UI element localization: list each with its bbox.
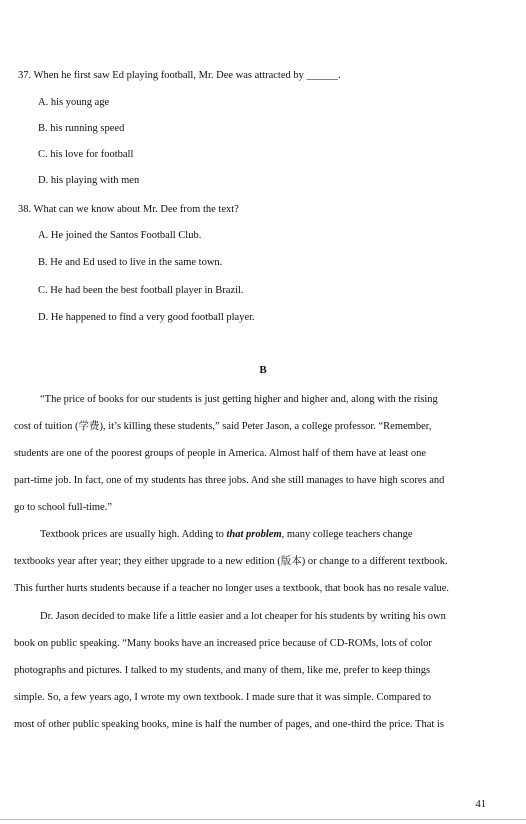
passage-paragraph-1-line-2: cost of tuition (学费), it’s killing these students,” said Peter Jason, a college professor. “Remember, [14, 421, 432, 432]
passage-paragraph-2-line-3: This further hurts students because if a teacher no longer uses a textbook, that book has no resale value. [14, 583, 450, 594]
paragraph-2-suffix: , many college teachers change [281, 529, 413, 540]
passage-paragraph-3-line-2: book on public speaking. “Many books have an increased price because of CD-ROMs, lots of color [14, 638, 432, 649]
question-37-option-c: C. his love for football [38, 149, 134, 160]
passage-paragraph-2-line-2: textbooks year after year; they either upgrade to a new edition (版本) or change to a different textbook. [14, 556, 448, 567]
question-37-option-d: D. his playing with men [38, 175, 140, 186]
paragraph-2-prefix: Textbook prices are usually high. Adding to [40, 529, 227, 540]
bottom-divider [0, 819, 526, 820]
passage-paragraph-3-line-3: photographs and pictures. I talked to my students, and many of them, like me, prefer to keep things [14, 665, 431, 676]
passage-paragraph-3-line-1: Dr. Jason decided to make life a little easier and a lot cheaper for his students by writing his own [40, 611, 446, 622]
question-38-option-c: C. He had been the best football player in Brazil. [38, 285, 244, 296]
passage-paragraph-3-line-4: simple. So, a few years ago, I wrote my own textbook. I made sure that it was simple. Compared to [14, 692, 431, 703]
question-38-stem: 38. What can we know about Mr. Dee from the text? [18, 204, 239, 215]
page-number: 41 [475, 799, 486, 810]
question-37-option-a: A. his young age [38, 97, 110, 108]
emphasized-phrase: that problem [226, 529, 282, 540]
question-38-option-b: B. He and Ed used to live in the same town. [38, 257, 223, 268]
passage-paragraph-1-line-5: go to school full-time.” [14, 502, 112, 513]
section-heading: B [259, 364, 267, 376]
passage-paragraph-1-line-4: part-time job. In fact, one of my students has three jobs. And she still manages to have high scores and [14, 475, 445, 486]
passage-paragraph-1-line-1: “The price of books for our students is just getting higher and higher and, along with the rising [40, 394, 438, 405]
passage-paragraph-1-line-3: students are one of the poorest groups of people in America. Almost half of them have at least one [14, 448, 427, 459]
question-37-stem: 37. When he first saw Ed playing football, Mr. Dee was attracted by ______. [18, 70, 341, 81]
question-38-option-d: D. He happened to find a very good football player. [38, 312, 255, 323]
question-37-option-b: B. his running speed [38, 123, 125, 134]
passage-paragraph-2-line-1 [40, 521, 509, 548]
passage-paragraph-3-line-5: most of other public speaking books, mine is half the number of pages, and one-third the price. That is [14, 719, 444, 730]
question-38-option-a: A. He joined the Santos Football Club. [38, 230, 202, 241]
